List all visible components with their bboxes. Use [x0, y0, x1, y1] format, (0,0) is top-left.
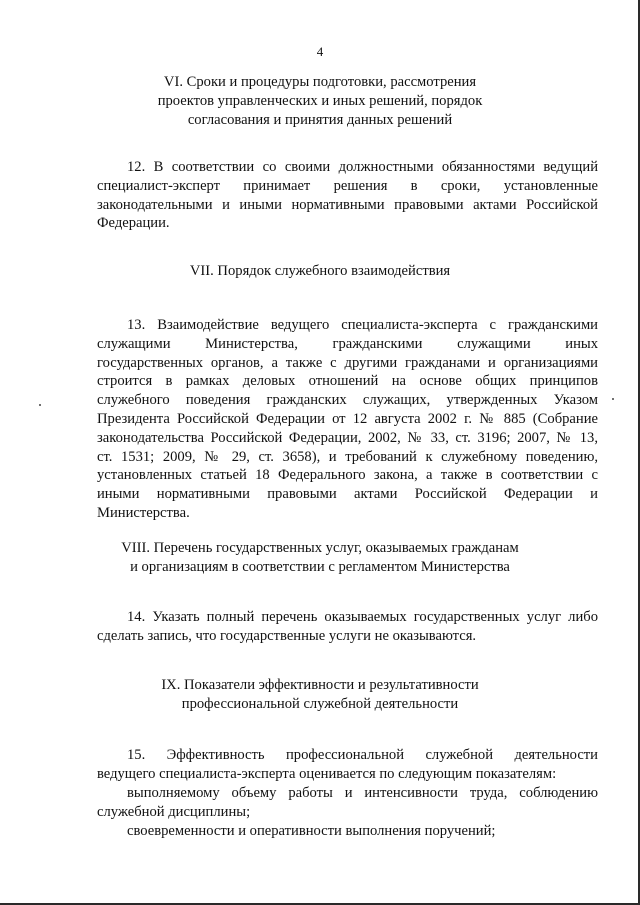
paragraph-line: Президента Российской Федерации от 12 августа 2002 г. № 885 (Собрание — [97, 410, 598, 427]
paragraph-line: государственных органов, а также с другими гражданами и организациями — [97, 354, 598, 371]
paragraph-line: иными нормативными правовыми актами Российской Федерации и — [97, 486, 598, 503]
paragraph-line: своевременности и оперативности выполнения поручений; — [127, 823, 496, 839]
paragraph-12 — [97, 158, 598, 233]
list-item-workload — [97, 784, 598, 822]
section-9-heading — [0, 676, 640, 714]
paragraph-line: Федерации. — [97, 215, 170, 232]
paragraph-line: установленных статьей 18 Федерального закона, а также в соответствии с — [97, 467, 598, 484]
paragraph-line: ведущего специалиста-эксперта оценивается по следующим показателям: — [97, 765, 557, 782]
paragraph-15 — [97, 746, 598, 784]
heading-line: и организациям в соответствии с регламентом Министерства — [130, 559, 510, 575]
page-number: 4 — [316, 44, 324, 59]
paragraph-line: 15. Эффективность профессиональной служебной деятельности — [127, 747, 598, 763]
paragraph-line: сделать запись, что государственные услуги не оказываются. — [97, 627, 477, 644]
paragraph-line: 13. Взаимодействие ведущего специалиста-эксперта с гражданскими — [127, 317, 598, 333]
heading-line: согласования и принятия данных решений — [187, 112, 453, 128]
paragraph-line: Министерства. — [97, 504, 190, 521]
section-6-heading — [0, 73, 640, 130]
paragraph-line: законодательными и иными нормативными правовыми актами Российской — [97, 196, 598, 213]
paragraph-13 — [97, 316, 598, 523]
section-7-heading — [0, 262, 640, 281]
paragraph-line: служебной дисциплины; — [97, 803, 251, 820]
scan-speck — [612, 398, 614, 400]
paragraph-line: служебного поведения гражданских служащих, утвержденных Указом — [97, 392, 598, 409]
paragraph-line: 14. Указать полный перечень оказываемых государственных услуг либо — [127, 609, 598, 625]
paragraph-14 — [97, 608, 598, 646]
paragraph-line: служащими Министерства, гражданскими служащими иных — [97, 335, 598, 352]
paragraph-line: специалист-эксперт принимает решения в сроки, установленные — [97, 177, 598, 194]
paragraph-line: законодательства Российской Федерации, 2002, № 33, ст. 3196; 2007, № 13, — [97, 429, 598, 446]
heading-line: IX. Показатели эффективности и результативности — [161, 677, 479, 693]
paragraph-line: 12. В соответствии со своими должностными обязанностями ведущий — [127, 159, 598, 175]
heading-line: VI. Сроки и процедуры подготовки, рассмотрения — [163, 74, 477, 90]
section-8-heading — [0, 539, 640, 577]
heading-line: профессиональной служебной деятельности — [181, 696, 459, 712]
paragraph-line: ст. 1531; 2009, № 29, ст. 3658), и требований к служебному поведению, — [97, 448, 598, 465]
list-item-timeliness — [97, 822, 598, 841]
heading-line: VII. Порядок служебного взаимодействия — [189, 263, 451, 279]
scan-speck — [39, 404, 41, 406]
heading-line: проектов управленческих и иных решений, порядок — [157, 93, 483, 109]
heading-line: VIII. Перечень государственных услуг, оказываемых гражданам — [121, 540, 519, 556]
paragraph-line: выполняемому объему работы и интенсивности труда, соблюдению — [127, 785, 598, 801]
paragraph-line: строится в рамках деловых отношений на основе общих принципов — [97, 373, 598, 390]
